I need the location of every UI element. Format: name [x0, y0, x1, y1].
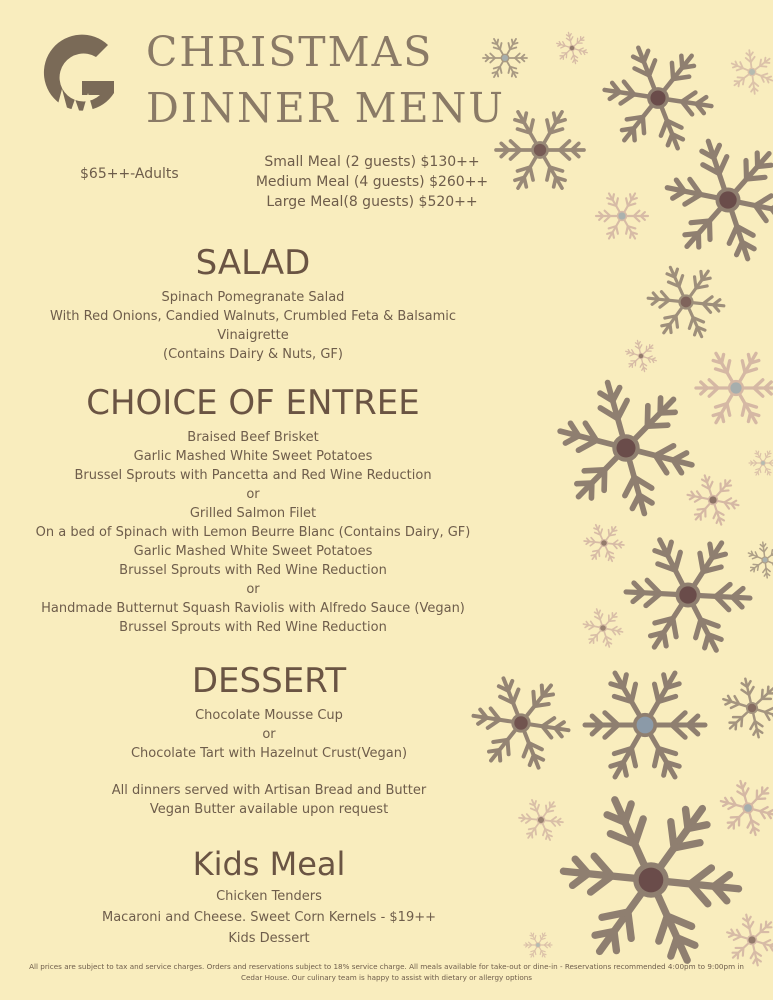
- footer-disclaimer: All prices are subject to tax and service charges. Orders and reservations subject to 18% service charge. All meals available for take-out or dine-in - Reservations recommended 4:00pm to 9:00pm in Cedar House. Our culinary team is happy to assist with dietary or allergy options: [29, 962, 744, 982]
- entree-line: Brussel Sprouts with Red Wine Reduction: [119, 563, 387, 578]
- title-line-2: DINNER MENU: [146, 84, 505, 132]
- entree-line: Braised Beef Brisket: [187, 430, 319, 445]
- salad-line: Vinaigrette: [217, 328, 289, 343]
- entree-section: [0, 383, 506, 637]
- kids-heading: Kids Meal: [192, 845, 346, 883]
- salad-line: (Contains Dairy & Nuts, GF): [163, 347, 343, 362]
- entree-heading: CHOICE OF ENTREE: [86, 383, 420, 423]
- adult-price: $65++-Adults: [80, 166, 179, 182]
- dessert-line: or: [262, 727, 276, 742]
- kids-line: Chicken Tenders: [216, 889, 322, 904]
- kids-line: Kids Dessert: [228, 931, 310, 946]
- entree-line: Brussel Sprouts with Pancetta and Red Wine Reduction: [74, 468, 432, 483]
- kids-line: Macaroni and Cheese. Sweet Corn Kernels - $19++: [101, 910, 437, 925]
- meal-prices: [240, 152, 504, 212]
- entree-line: or: [246, 487, 260, 502]
- entree-line: Grilled Salmon Filet: [189, 506, 317, 521]
- dessert-line: Chocolate Tart with Hazelnut Crust(Vegan): [130, 746, 408, 761]
- dessert-line: Chocolate Mousse Cup: [195, 708, 343, 723]
- entree-line: or: [246, 582, 260, 597]
- dessert-section: [0, 661, 538, 819]
- salad-line: With Red Onions, Candied Walnuts, Crumbled Feta & Balsamic: [50, 309, 456, 324]
- meal-price-large: Large Meal(8 guests) $520++: [266, 194, 478, 210]
- salad-heading: SALAD: [195, 243, 311, 283]
- dessert-note: Vegan Butter available upon request: [149, 802, 389, 817]
- title-line-1: CHRISTMAS: [146, 28, 434, 76]
- salad-section: [0, 243, 506, 364]
- kids-section: [0, 845, 538, 949]
- entree-line: Handmade Butternut Squash Raviolis with Alfredo Sauce (Vegan): [41, 601, 465, 616]
- entree-line: Garlic Mashed White Sweet Potatoes: [133, 449, 373, 464]
- entree-line: Garlic Mashed White Sweet Potatoes: [133, 544, 373, 559]
- meal-price-small: Small Meal (2 guests) $130++: [264, 154, 480, 170]
- salad-line: Spinach Pomegranate Salad: [161, 290, 345, 305]
- entree-line: On a bed of Spinach with Lemon Beurre Blanc (Contains Dairy, GF): [35, 525, 471, 540]
- meal-price-medium: Medium Meal (4 guests) $260++: [255, 174, 489, 190]
- entree-line: Brussel Sprouts with Red Wine Reduction: [119, 620, 387, 635]
- dessert-heading: DESSERT: [191, 661, 347, 701]
- logo-g-icon: [30, 33, 126, 131]
- dessert-note: All dinners served with Artisan Bread and Butter: [111, 783, 427, 798]
